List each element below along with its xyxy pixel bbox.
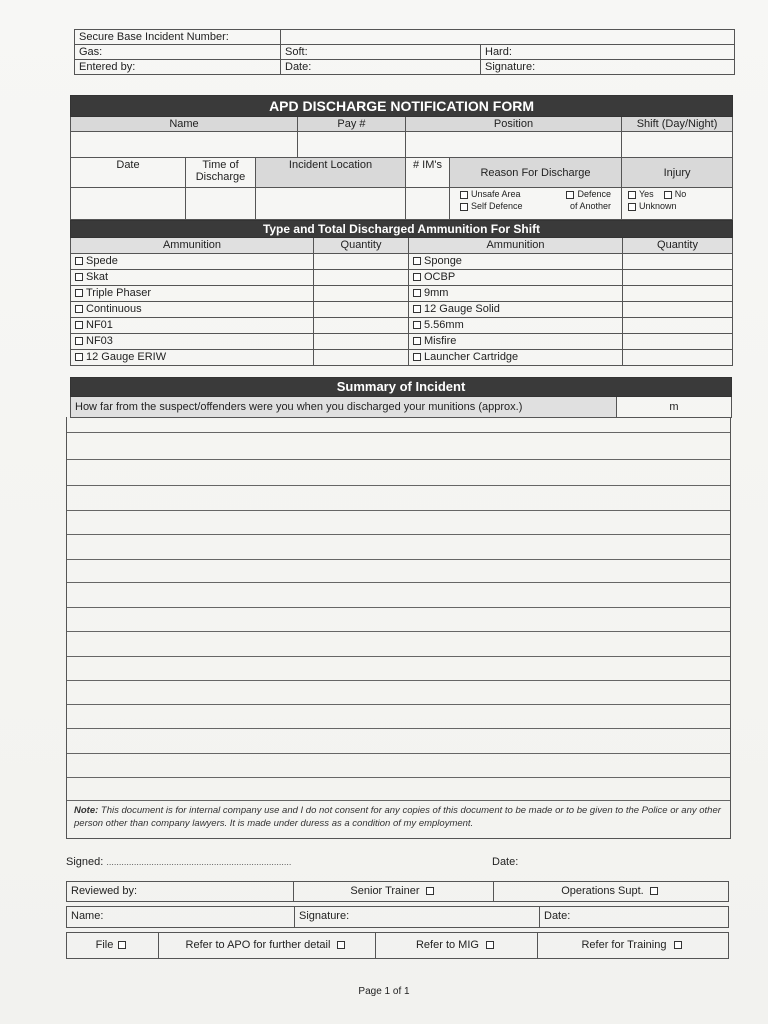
ammo-label: Misfire [424,335,457,347]
header-table [74,29,735,75]
position-field[interactable] [406,132,622,158]
ammo-left-item[interactable] [71,302,314,318]
ammo-right-item[interactable] [409,318,623,334]
ims-header: # IM's [406,158,450,188]
ammo-right-item[interactable] [409,350,623,366]
ammo-right-quantity[interactable] [623,270,733,286]
ammo-label: Triple Phaser [86,287,152,299]
ammo-right-item[interactable] [409,302,623,318]
summary-table [70,377,732,418]
ammo-label: Continuous [86,303,142,315]
gas-field[interactable]: Gas: [75,45,281,60]
hard-field[interactable]: Hard: [481,45,735,60]
date-header: Date [71,158,186,188]
self-defence-checkbox[interactable] [460,203,468,211]
ammo-right-item[interactable] [409,286,623,302]
reviewer-signature-field[interactable]: Signature: [295,907,540,928]
injury-unknown-checkbox[interactable] [628,203,636,211]
pay-field[interactable] [298,132,406,158]
review-table [66,881,729,902]
ammo-left-quantity[interactable] [314,302,409,318]
ammo-checkbox[interactable] [75,289,83,297]
ammo-right-quantity[interactable] [623,318,733,334]
qty-col-header-right: Quantity [623,238,733,254]
referral-table [66,932,729,959]
distance-question: How far from the suspect/offenders were you when you discharged your munitions (approx.) [71,397,617,418]
ruled-line [67,432,730,433]
ruled-line [67,559,730,560]
ammo-right-item[interactable] [409,334,623,350]
injury-no-checkbox[interactable] [664,191,672,199]
ruled-line [67,582,730,583]
incident-number-label: Secure Base Incident Number: [75,30,281,45]
ammo-col-header-right: Ammunition [409,238,623,254]
ammo-checkbox[interactable] [413,305,421,313]
distance-unit: m [669,401,679,413]
shift-header: Shift (Day/Night) [622,117,733,132]
reviewer-date-field[interactable]: Date: [540,907,729,928]
refer-apo-checkbox[interactable] [337,941,345,949]
ammo-checkbox[interactable] [75,353,83,361]
ammo-label: 12 Gauge ERIW [86,351,167,363]
ammo-label: 5.56mm [424,319,464,331]
summary-text-area[interactable] [66,417,731,839]
ammo-label: Spede [86,255,118,267]
operations-supt-checkbox[interactable] [650,887,658,895]
reason-options [450,188,622,220]
ruled-line [67,656,730,657]
injury-header: Injury [622,158,733,188]
injury-unknown-option[interactable]: Unknown [628,201,677,211]
time-field[interactable] [186,188,256,220]
ammo-left-item[interactable] [71,350,314,366]
ims-field[interactable] [406,188,450,220]
ammo-label: Sponge [424,255,462,267]
date-field[interactable]: Date: [281,60,481,75]
ruled-line [67,534,730,535]
senior-trainer-checkbox[interactable] [426,887,434,895]
ammo-right-quantity[interactable] [623,286,733,302]
disclaimer-note: Note: This document is for internal company use and I do not consent for any copies of this document to be made or to be given to the Police or any other person other than company lawyers. It is made under duress as a condition of my employment. [74,805,721,829]
ammo-left-quantity[interactable] [314,318,409,334]
ammo-checkbox[interactable] [413,257,421,265]
incident-location-field[interactable] [256,188,406,220]
ammo-left-quantity[interactable] [314,270,409,286]
ammo-left-quantity[interactable] [314,286,409,302]
table-row [71,350,733,366]
refer-apo-option[interactable]: Refer to APO for further detail [159,933,376,959]
shift-field[interactable] [622,132,733,158]
refer-training-option[interactable]: Refer for Training [538,933,729,959]
ammo-checkbox[interactable] [75,273,83,281]
signed-line[interactable]: Signed: .......................................................................... [66,856,292,868]
ammo-title: Type and Total Discharged Ammunition For Shift [71,221,733,238]
incident-number-field[interactable] [281,30,735,45]
ammo-label: 12 Gauge Solid [424,303,500,315]
ammo-left-quantity[interactable] [314,254,409,270]
file-checkbox[interactable] [118,941,126,949]
ruled-line [67,777,730,778]
signed-date-label: Date: [492,856,519,868]
ruled-line [67,753,730,754]
ammo-checkbox[interactable] [413,273,421,281]
refer-training-checkbox[interactable] [674,941,682,949]
injury-yes-option[interactable]: Yes [628,189,654,199]
refer-mig-option[interactable]: Refer to MIG [376,933,538,959]
ammo-checkbox[interactable] [75,305,83,313]
ammo-right-quantity[interactable] [623,334,733,350]
ammo-left-item[interactable] [71,254,314,270]
pay-header: Pay # [298,117,406,132]
ruled-line [67,704,730,705]
injury-yes-checkbox[interactable] [628,191,636,199]
ruled-line [67,485,730,486]
ammo-label: 9mm [424,287,449,299]
discharge-form-table [70,95,733,220]
ruled-line [67,728,730,729]
ammo-label: Skat [86,271,109,283]
ammo-checkbox[interactable] [413,321,421,329]
self-defence-option[interactable]: Self Defence [460,201,523,211]
ammo-col-header-left: Ammunition [71,238,314,254]
ammo-left-item[interactable] [71,286,314,302]
ruled-line [67,680,730,681]
ammo-checkbox[interactable] [75,257,83,265]
ruled-line [67,510,730,511]
ruled-line [67,631,730,632]
table-row [71,318,733,334]
reviewer-name-field[interactable]: Name: [67,907,295,928]
ammo-label: Launcher Cartridge [424,351,519,363]
ammo-label: OCBP [424,271,456,283]
ammo-checkbox[interactable] [75,337,83,345]
ammo-left-item[interactable] [71,334,314,350]
unsafe-area-option[interactable]: Unsafe Area [460,189,521,199]
qty-col-header-left: Quantity [314,238,409,254]
ammo-checkbox[interactable] [413,353,421,361]
distance-field[interactable] [617,397,732,418]
ammo-right-quantity[interactable] [623,302,733,318]
ammo-left-item[interactable] [71,318,314,334]
reason-header: Reason For Discharge [450,158,622,188]
ruled-line [67,459,730,460]
refer-mig-checkbox[interactable] [486,941,494,949]
ammo-checkbox[interactable] [75,321,83,329]
name-field[interactable] [71,132,298,158]
file-option[interactable]: File [67,933,159,959]
senior-trainer-option[interactable]: Senior Trainer [294,882,494,902]
page-number: Page 1 of 1 [358,986,410,997]
incident-location-header: Incident Location [256,158,406,188]
table-row [71,270,733,286]
signature-field[interactable]: Signature: [481,60,735,75]
defence-checkbox[interactable] [566,191,574,199]
defence-option[interactable]: Defence [566,189,611,199]
reviewer-details-table [66,906,729,928]
ammo-right-quantity[interactable] [623,350,733,366]
soft-field[interactable]: Soft: [281,45,481,60]
time-of-discharge-header: Time of Discharge [186,158,256,188]
table-row [71,334,733,350]
ammo-checkbox[interactable] [413,289,421,297]
date-field[interactable] [71,188,186,220]
of-another-label: of Another [569,201,611,211]
ruled-line [67,800,730,801]
ammo-label: NF03 [86,335,113,347]
operations-supt-option[interactable]: Operations Supt. [494,882,729,902]
table-row [71,302,733,318]
name-header: Name [71,117,298,132]
ammo-label: NF01 [86,319,113,331]
summary-title: Summary of Incident [71,378,732,397]
table-row [71,286,733,302]
ammo-left-quantity[interactable] [314,334,409,350]
table-row [71,254,733,270]
reviewed-by-label: Reviewed by: [67,882,294,902]
injury-options [622,188,733,220]
entered-by-field[interactable]: Entered by: [75,60,281,75]
ammo-checkbox[interactable] [413,337,421,345]
unsafe-area-checkbox[interactable] [460,191,468,199]
ammo-right-quantity[interactable] [623,254,733,270]
form-title: APD DISCHARGE NOTIFICATION FORM [71,96,733,117]
ammo-left-item[interactable] [71,270,314,286]
ruled-line [67,607,730,608]
position-header: Position [406,117,622,132]
ammo-right-item[interactable] [409,270,623,286]
ammunition-table [70,220,733,366]
ammo-left-quantity[interactable] [314,350,409,366]
injury-no-option[interactable]: No [664,189,687,199]
ammo-right-item[interactable] [409,254,623,270]
